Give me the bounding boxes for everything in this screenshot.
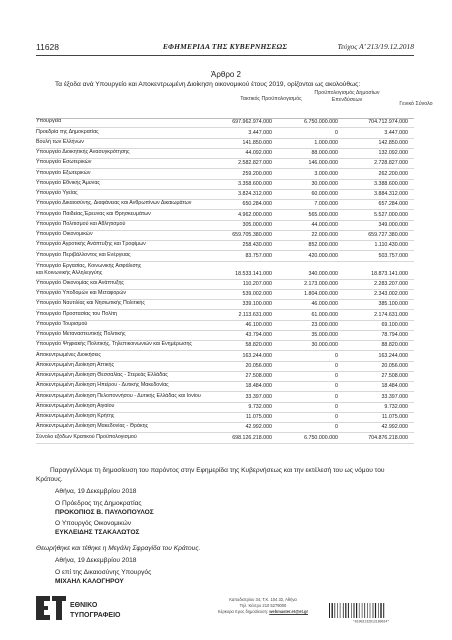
total-cell: 2.174.631.000	[374, 311, 408, 318]
row-label: Προεδρία της Δημοκρατίας	[36, 128, 99, 135]
table-row	[36, 341, 414, 351]
regular-budget-cell: 58.820.000	[245, 342, 272, 349]
regular-budget-cell: 43.794.000	[245, 332, 272, 338]
investment-budget-cell: 35.000.000	[311, 332, 338, 338]
table-row	[36, 392, 414, 402]
barcode-bar	[356, 603, 357, 618]
svg-text:ΤΥΠΟΓΡΑΦΕΙΟ: ΤΥΠΟΓΡΑΦΕΙΟ	[70, 612, 121, 619]
barcode-bar	[348, 603, 349, 618]
table-row	[36, 251, 414, 261]
investment-budget-cell: 30.000.000	[311, 180, 338, 187]
column-header-investments: Προϋπολογισμός Δημοσίων Επενδύσεων	[314, 90, 380, 103]
row-label: Υπουργείο Παιδείας,Έρευνας και Θρησκευμάτων	[36, 210, 151, 217]
table-row	[36, 200, 414, 210]
investment-budget-cell: 0	[335, 362, 338, 369]
column-header-total: Γενικό Σύνολο	[399, 101, 433, 107]
row-label: Υπουργείο Υποδομών και Μεταφορών	[36, 290, 127, 296]
regular-budget-cell: 9.732.000	[248, 403, 272, 410]
promulgation-text: Παραγγέλλομε τη δημοσίευση του παρόντος στην Εφημερίδα της Κυβερνήσεως και την εκτέλεσή του ως νόμου του Κράτους.	[36, 467, 385, 483]
investment-budget-cell: 852.000.000	[308, 242, 338, 249]
row-label: Υπουργείο Υγείας	[36, 190, 78, 196]
justice-minister-title: Ο επί της Δικαιοσύνης Υπουργός	[55, 569, 152, 576]
total-cell: 3.884.312.000	[374, 191, 408, 197]
total-cell: 33.397.000	[381, 393, 408, 400]
article-title: Άρθρο 2	[210, 70, 241, 79]
regular-budget-cell: 659.705.380.000	[232, 232, 272, 238]
investment-budget-cell: 0	[335, 414, 338, 420]
investment-budget-cell: 0	[335, 424, 338, 431]
investment-budget-cell: 0	[335, 393, 338, 400]
investment-budget-cell: 7.000.000	[314, 201, 338, 208]
barcode-bar	[380, 603, 381, 618]
page-header	[36, 42, 414, 54]
row-label: Υπουργείο Ναυτιλίας και Νησιωτικής Πολιτικής	[36, 300, 145, 307]
table-row	[36, 280, 414, 290]
minister-name: ΕΥΚΛΕΙΔΗΣ ΤΣΑΚΑΛΩΤΟΣ	[55, 529, 140, 536]
investment-budget-cell: 2.173.000.000	[304, 280, 338, 287]
regular-budget-cell: 3.447.000	[248, 129, 272, 136]
table-row	[36, 331, 414, 341]
row-label-line1: Υπουργείο Εργασίας, Κοινωνικής Ασφάλισης	[36, 262, 142, 269]
barcode-bar	[329, 603, 330, 618]
investment-budget-cell: 61.000.000	[311, 311, 338, 318]
table-header	[36, 90, 433, 118]
table-row	[36, 159, 414, 169]
regular-budget-cell: 259.200.000	[242, 170, 272, 177]
row-label: Υπουργείο Διοικητικής Ανασυγκρότησης	[36, 149, 130, 155]
investment-budget-cell: 46.000.000	[311, 301, 338, 308]
row-label: Αποκεντρωμένη Διοίκηση Αιγαίου	[36, 402, 115, 409]
row-label: Αποκεντρωμένη Διοίκηση Μακεδονίας - Θράκης	[36, 423, 149, 430]
regular-budget-cell: 3.824.312.000	[238, 191, 272, 197]
barcode-bar	[337, 603, 338, 618]
regular-budget-cell: 539.002.000	[242, 291, 272, 297]
barcode-bar	[373, 603, 374, 618]
investment-budget-cell: 60.000.000	[311, 191, 338, 197]
total-cell: 704.876.218.000	[368, 434, 408, 441]
regular-budget-cell: 2.582.827.000	[238, 160, 272, 167]
national-printing-office-logo	[36, 594, 136, 622]
regular-budget-cell: 18.484.000	[245, 383, 272, 390]
table-row	[36, 231, 414, 241]
investment-budget-cell: 23.000.000	[311, 321, 338, 328]
total-cell: 88.820.000	[381, 342, 408, 349]
row-label: Αποκεντρωμένη Διοίκηση Θεσσαλίας - Στερεάς Ελλάδας	[36, 372, 168, 378]
total-cell: 3.447.000	[384, 129, 408, 136]
regular-budget-cell: 3.358.600.000	[238, 180, 272, 187]
table-row	[36, 221, 414, 231]
regular-budget-cell: 110.207.000	[242, 280, 272, 287]
total-cell: 27.508.000	[381, 373, 408, 379]
barcode-bar	[340, 603, 341, 618]
row-label: Βουλή των Ελλήνων	[36, 138, 84, 145]
row-label: Υπουργείο Οικονομίας και Ανάπτυξης	[36, 279, 124, 286]
investment-budget-cell: 6.750.000.000	[304, 434, 338, 441]
page-number: 11628	[36, 42, 60, 52]
total-cell: 9.732.000	[384, 403, 408, 410]
row-label: Υπουργείο Προστασίας του Πολίτη	[36, 310, 118, 317]
regular-budget-cell: 698.126.218.000	[232, 434, 272, 441]
footer-mail-link[interactable]: webmaster.et@et.gr	[269, 609, 309, 615]
regular-budget-cell: 44.092.000	[245, 150, 272, 156]
regular-budget-cell: 27.508.000	[245, 373, 272, 379]
table-row	[36, 403, 414, 413]
expenses-table	[36, 118, 414, 444]
regular-budget-cell: 697.962.974.000	[232, 119, 272, 126]
total-cell: 385.100.000	[378, 301, 408, 308]
investment-budget-cell: 30.000.000	[311, 342, 338, 349]
row-label: Υπουργείο Περιβάλλοντος και Ενέργειας	[36, 251, 131, 258]
total-cell: 2.728.827.000	[374, 160, 408, 167]
table-row	[36, 169, 414, 179]
barcode-bar	[362, 603, 363, 618]
row-label: Σύνολο εξόδων Κρατικού Προϋπολογισμού	[36, 433, 137, 440]
table-row	[36, 118, 414, 128]
row-label: Υπουργείο Δικαιοσύνης, Διαφάνειας και Ανθρωπίνων Δικαιωμάτων	[36, 200, 192, 207]
barcode-number: *01002132912180024*	[352, 619, 390, 623]
total-cell: 11.075.000	[381, 414, 408, 420]
table-row	[36, 300, 414, 310]
investment-budget-cell: 0	[335, 373, 338, 379]
total-cell: 78.794.000	[381, 332, 408, 338]
row-label: Αποκεντρωμένες Διοικήσεις	[36, 351, 101, 358]
header-rule	[36, 55, 414, 56]
table-row	[36, 413, 414, 423]
row-label	[36, 263, 246, 277]
table-row	[36, 423, 414, 433]
president-title: Ο Πρόεδρος της Δημοκρατίας	[55, 500, 142, 507]
regular-budget-cell: 20.056.000	[245, 362, 272, 369]
investment-budget-cell: 22.000.000	[311, 232, 338, 238]
row-label-line2: και Κοινωνικής Αλληλεγγύης	[36, 269, 103, 276]
gazette-name: ΕΦΗΜΕΡΙΔΑ ΤΗΣ ΚΥΒΕΡΝΗΣΕΩΣ	[162, 42, 288, 51]
regular-budget-cell: 18.533.141.000	[235, 270, 272, 277]
table-row	[36, 310, 414, 320]
investment-budget-cell: 565.000.000	[308, 211, 338, 218]
investment-budget-cell: 88.000.000	[311, 150, 338, 156]
footer-mail-label: Κέρκυρα προς δημοσίευση:	[217, 609, 269, 615]
total-cell: 42.992.000	[381, 424, 408, 431]
regular-budget-cell: 11.075.000	[245, 414, 272, 420]
regular-budget-cell: 258.430.000	[242, 242, 272, 249]
row-label: Υπουργείο Μεταναστευτικής Πολιτικής	[36, 331, 126, 337]
row-label: Αποκεντρωμένη Διοίκηση Κρήτης	[36, 413, 115, 419]
footer-contact	[200, 597, 326, 616]
table-row	[36, 190, 414, 200]
minister-title: Ο Υπουργός Οικονομικών	[55, 520, 132, 527]
regular-budget-cell: 4.962.000.000	[238, 211, 272, 218]
barcode-bar	[351, 603, 352, 618]
barcode-bar	[367, 603, 368, 618]
row-label: Υπουργείο Εξωτερικών	[36, 169, 91, 176]
investment-budget-cell: 3.000.000	[314, 170, 338, 177]
investment-budget-cell: 340.000.000	[308, 270, 338, 277]
total-cell: 503.757.000	[378, 252, 408, 259]
table-row	[36, 262, 414, 280]
investment-budget-cell: 0	[335, 129, 338, 136]
barcode-bar	[343, 603, 344, 618]
regular-budget-cell: 141.850.000	[242, 139, 272, 146]
total-cell: 657.284.000	[378, 201, 408, 208]
row-label: Αποκεντρωμένη Διοίκηση Αττικής	[36, 361, 115, 368]
justice-minister-name: ΜΙΧΑΗΛ ΚΑΛΟΓΗΡΟΥ	[55, 578, 124, 585]
table-row	[36, 433, 414, 443]
row-label: Υπουργείο Εθνικής Άμυνας	[36, 179, 100, 186]
seal-note: Θεωρήθηκε και τέθηκε η Μεγάλη Σφραγίδα του Κράτους.	[36, 545, 201, 552]
table-row	[36, 351, 414, 361]
row-label: Υπουργείο Πολιτισμού και Αθλητισμού	[36, 220, 126, 227]
total-cell: 659.727.380.000	[368, 232, 408, 238]
total-cell: 349.000.000	[378, 221, 408, 228]
table-row	[36, 128, 414, 138]
total-cell: 20.056.000	[381, 362, 408, 369]
investment-budget-cell: 0	[335, 383, 338, 390]
table-row	[36, 382, 414, 392]
investment-budget-cell: 0	[335, 403, 338, 410]
total-cell: 2.343.002.000	[374, 291, 408, 297]
row-label: Αποκεντρωμένη Διοίκηση Ηπείρου - Δυτικής Μακεδονίας	[36, 382, 169, 389]
place-date-2: Αθήνα, 19 Δεκεμβρίου 2018	[55, 557, 137, 564]
table-row	[36, 210, 414, 220]
regular-budget-cell: 46.100.000	[245, 321, 272, 328]
table-row	[36, 290, 414, 300]
table-row	[36, 372, 414, 382]
barcode-bar	[345, 603, 346, 618]
regular-budget-cell: 33.397.000	[245, 393, 272, 400]
total-cell: 2.283.207.000	[374, 280, 408, 287]
total-cell: 704.712.974.000	[368, 119, 408, 126]
investment-budget-cell: 420.000.000	[308, 252, 338, 259]
investment-budget-cell: 1.000.000	[314, 139, 338, 146]
regular-budget-cell: 339.100.000	[242, 301, 272, 308]
barcode-bar	[375, 603, 376, 618]
investment-budget-cell: 1.804.000.000	[304, 291, 338, 297]
total-cell: 3.388.600.000	[374, 180, 408, 187]
total-cell: 163.244.000	[378, 352, 408, 359]
barcode-bar	[359, 603, 360, 618]
regular-budget-cell: 83.757.000	[245, 252, 272, 259]
row-label: Αποκεντρωμένη Διοίκηση Πελοποννήσου - Δυτικής Ελλάδας και Ιονίου	[36, 392, 201, 399]
total-cell: 132.092.000	[378, 150, 408, 156]
footer-phone: Τηλ. Κέντρο 210 5279000	[239, 603, 287, 609]
table-row	[36, 139, 414, 149]
barcode-bar	[354, 603, 355, 618]
issue-reference: Τεύχος Α’ 213/19.12.2018	[337, 42, 414, 51]
row-label: Υπουργεία	[36, 118, 62, 125]
row-label: Υπουργείο Αγροτικής Ανάπτυξης και Τροφίμων	[36, 241, 146, 248]
president-name: ΠΡΟΚΟΠΙΟΣ Β. ΠΑΥΛΟΠΟΥΛΟΣ	[55, 509, 154, 516]
regular-budget-cell: 650.284.000	[242, 201, 272, 208]
investment-budget-cell: 6.750.000.000	[304, 119, 338, 126]
regular-budget-cell: 163.244.000	[242, 352, 272, 359]
row-label: Υπουργείο Τουρισμού	[36, 320, 88, 327]
table-row	[36, 321, 414, 331]
investment-budget-cell: 146.000.000	[308, 160, 338, 167]
table-row	[36, 362, 414, 372]
row-label: Υπουργείο Ψηφιακής Πολιτικής, Τηλεπικοινωνιών και Ενημέρωσης	[36, 341, 192, 348]
barcode	[328, 603, 414, 623]
total-cell: 262.200.000	[378, 170, 408, 177]
place-date: Αθήνα, 19 Δεκεμβρίου 2018	[55, 488, 137, 495]
barcode-bar	[383, 603, 384, 618]
barcode-bar	[364, 603, 365, 618]
column-header-regular: Τακτικός Προϋπολογισμός	[240, 96, 302, 102]
table-row	[36, 149, 414, 159]
footer-address: Καποδιστρίου 34, Τ.Κ. 104 32, Αθήνα	[229, 597, 297, 602]
investment-budget-cell: 0	[335, 352, 338, 359]
regular-budget-cell: 42.992.000	[245, 424, 272, 431]
barcode-bar	[378, 603, 379, 618]
total-cell: 1.110.430.000	[374, 242, 408, 249]
barcode-bar	[370, 603, 371, 618]
total-cell: 18.873.141.000	[371, 270, 408, 277]
investment-budget-cell: 44.000.000	[311, 221, 338, 228]
total-cell: 5.527.000.000	[374, 211, 408, 218]
total-cell: 69.100.000	[381, 321, 408, 328]
table-row	[36, 180, 414, 190]
article-intro: Τα έξοδα ανά Υπουργείο και Αποκεντρωμένη Διοίκηση οικονομικού έτους 2019, ορίζονται ως ακολούθως:	[55, 81, 361, 88]
total-cell: 142.850.000	[378, 139, 408, 146]
barcode-bar	[332, 603, 333, 618]
svg-text:ΕΘΝΙΚΟ: ΕΘΝΙΚΟ	[70, 602, 98, 609]
row-label: Υπουργείο Οικονομικών	[36, 231, 93, 237]
regular-budget-cell: 2.113.631.000	[238, 311, 272, 318]
table-row	[36, 241, 414, 251]
barcode-bar	[334, 603, 335, 618]
row-label: Υπουργείο Εσωτερικών	[36, 159, 92, 166]
regular-budget-cell: 305.000.000	[242, 221, 272, 228]
total-cell: 18.484.000	[381, 383, 408, 390]
